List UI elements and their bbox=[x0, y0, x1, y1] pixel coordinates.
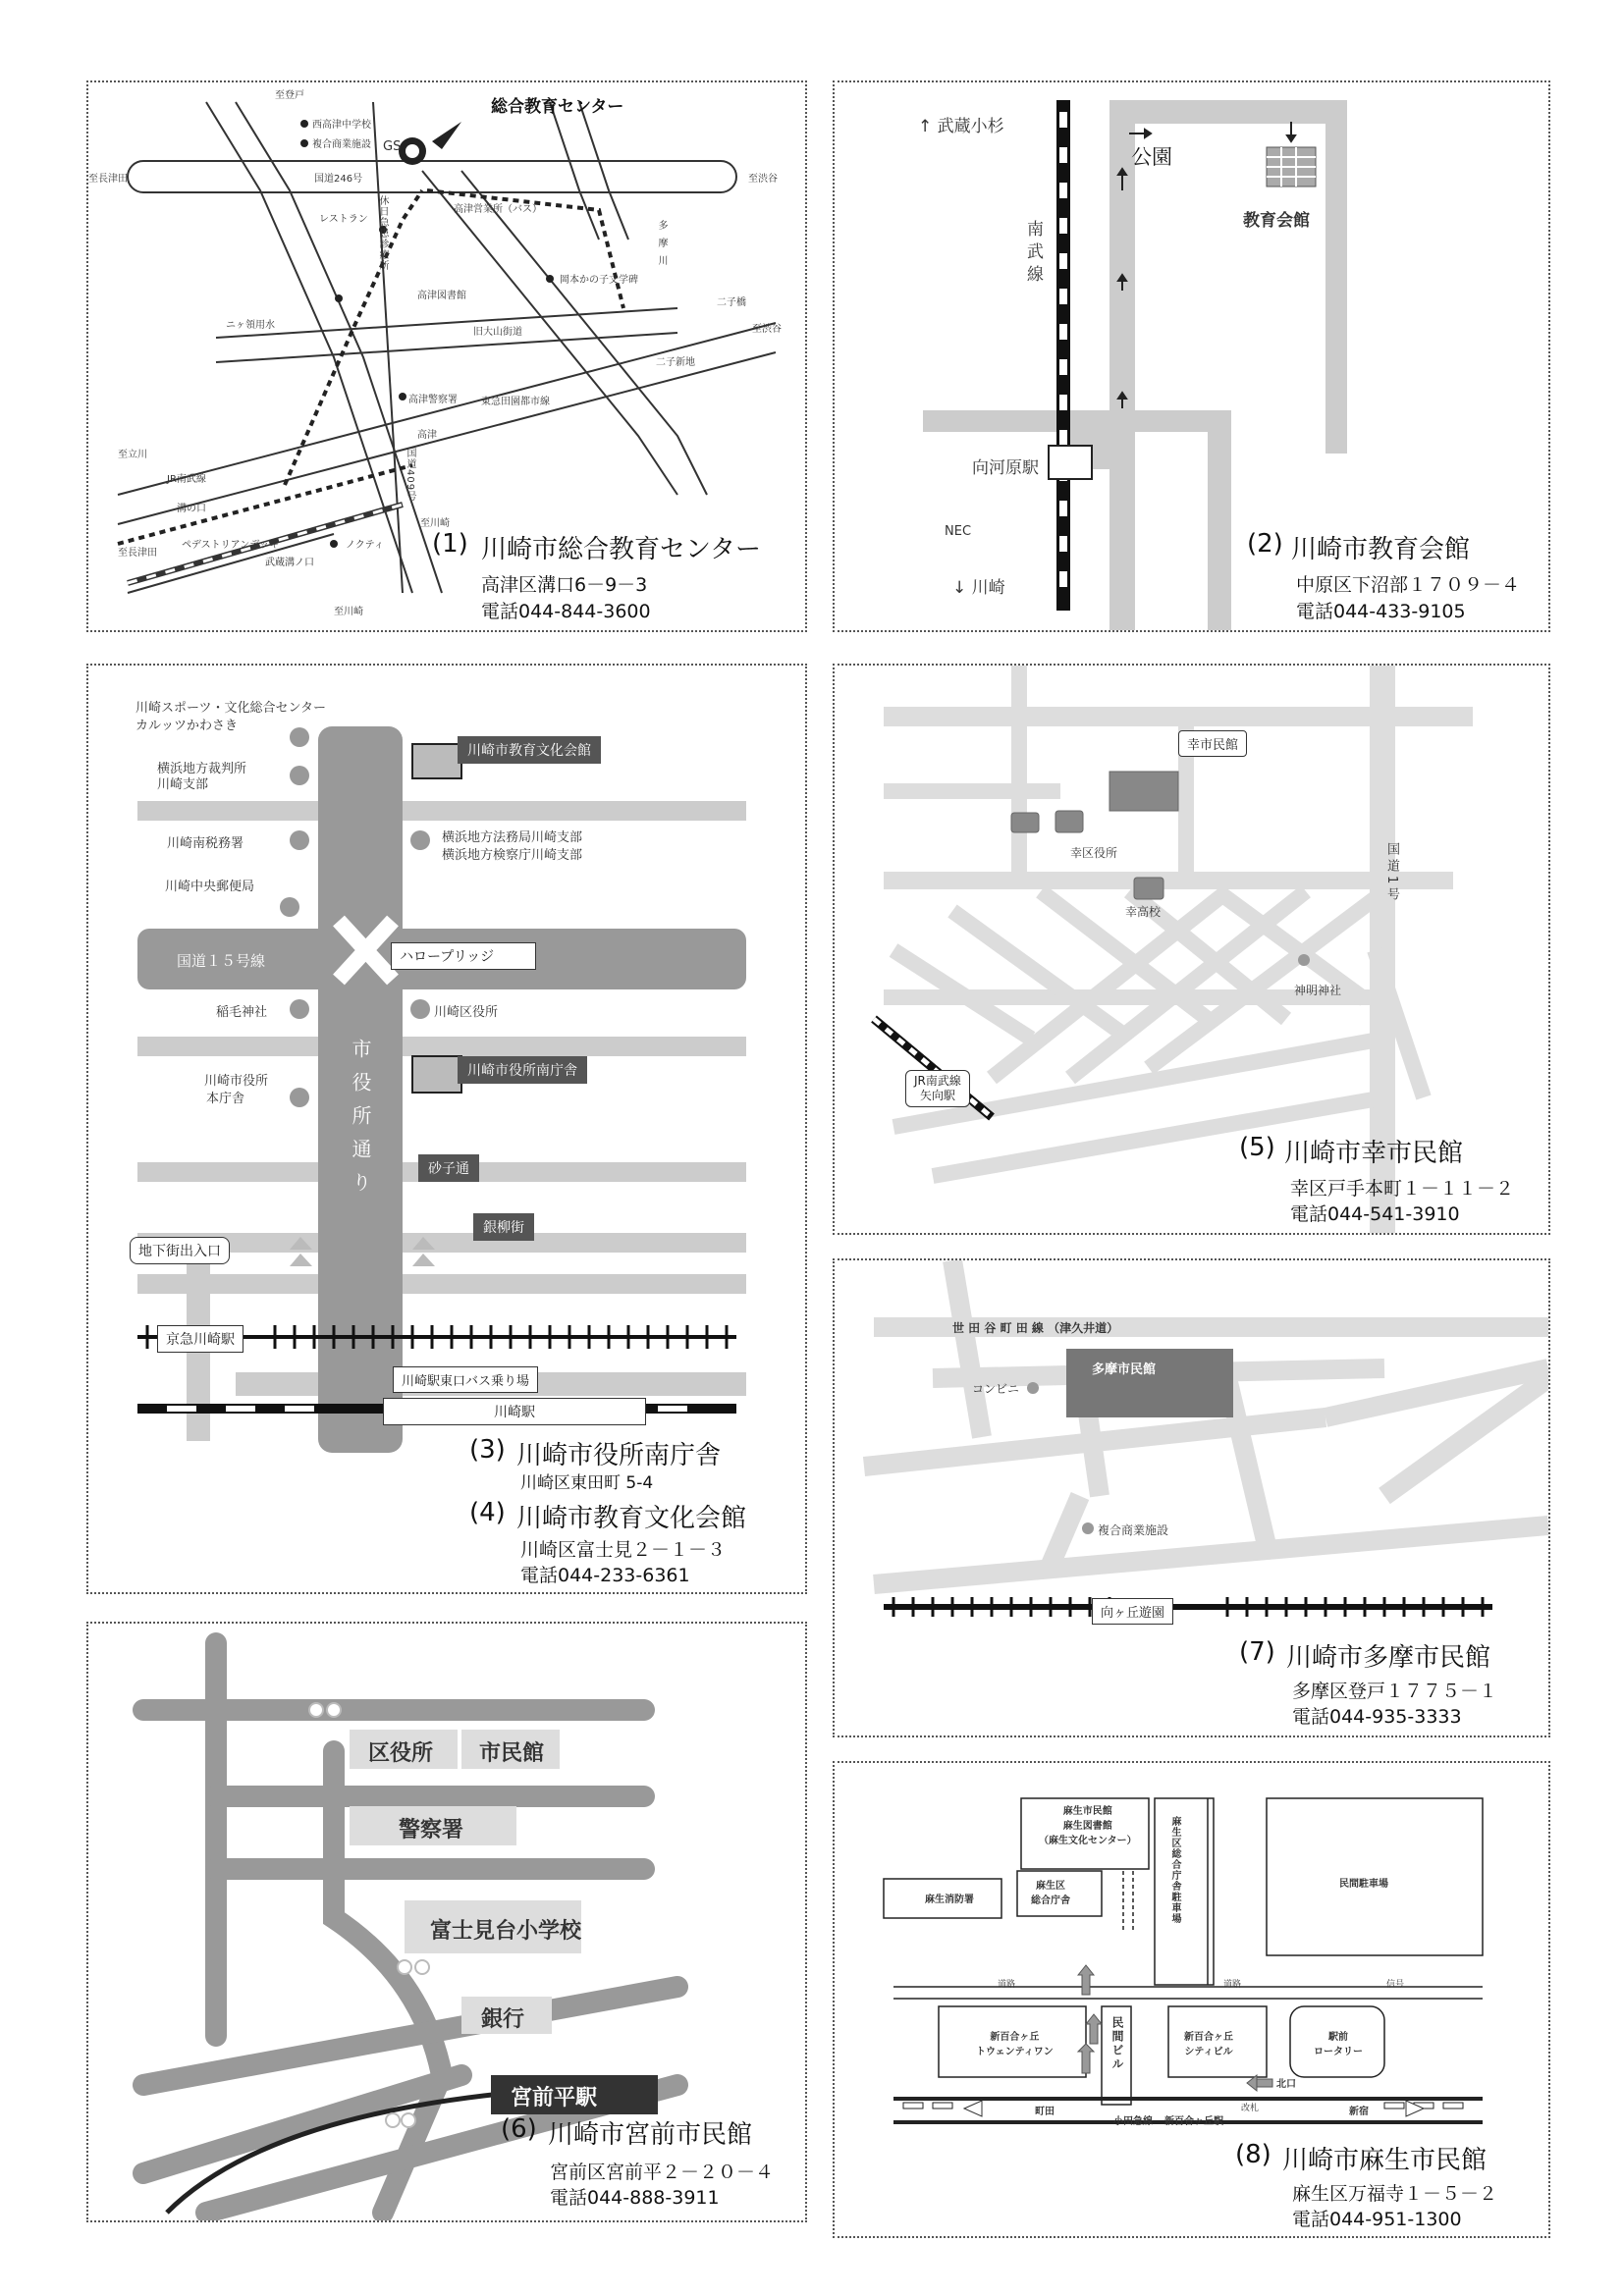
shinjuku-label: 新宿 bbox=[1349, 2107, 1369, 2117]
hall-line-2: 麻生図書館 bbox=[1062, 1821, 1112, 1832]
ginryu-box: 銀柳街 bbox=[473, 1213, 534, 1241]
musashi-label: 武蔵溝ノ口 bbox=[265, 558, 314, 568]
panel-8-number: (8) bbox=[1235, 2140, 1271, 2169]
parking-label: 麻生区総合庁舎駐車場 bbox=[1169, 1816, 1180, 1924]
library-label: 高津図書館 bbox=[417, 291, 466, 301]
gs-label: GS bbox=[383, 139, 402, 154]
panel-2-tel: 電話044-433-9105 bbox=[1296, 601, 1466, 622]
police-label: 高津警察署 bbox=[408, 395, 458, 405]
rotary-label bbox=[1314, 2028, 1363, 2057]
panel-3-address: 川崎区東田町 5-4 bbox=[520, 1473, 654, 1493]
panel-2-title: 川崎市教育会館 bbox=[1291, 535, 1471, 564]
odakyu-label: 小田急線 bbox=[1113, 2116, 1153, 2127]
hall-label: 多摩市民館 bbox=[1092, 1362, 1157, 1377]
prosec-label: 横浜地方検察庁川崎支部 bbox=[442, 848, 583, 863]
ward-label bbox=[1031, 1877, 1070, 1906]
ward-line-2: 総合庁舎 bbox=[1031, 1896, 1070, 1906]
twin-label bbox=[976, 2028, 1054, 2057]
station-name: 矢向駅 bbox=[919, 1089, 955, 1102]
road-label: 世 田 谷 町 田 線 （津久井道） bbox=[952, 1321, 1119, 1335]
ward-label: 区役所 bbox=[368, 1741, 434, 1766]
inage-label: 稲毛神社 bbox=[216, 1005, 268, 1020]
station-label: 新百合ヶ丘駅 bbox=[1164, 2116, 1223, 2127]
kitaguchi-label: 北口 bbox=[1276, 2079, 1296, 2090]
hall-label bbox=[1039, 1802, 1137, 1846]
to-kawasaki2-label: 至川崎 bbox=[334, 607, 363, 617]
panel-2-number: (2) bbox=[1247, 529, 1283, 559]
mukaigawara-label: 向河原駅 bbox=[972, 458, 1039, 478]
bank-label: 銀行 bbox=[481, 2007, 525, 2032]
nikaryo-label: ニヶ領用水 bbox=[226, 320, 275, 331]
musashikosugi-label: ↑ 武蔵小杉 bbox=[918, 117, 1004, 136]
city-line-2: シティビル bbox=[1184, 2047, 1233, 2057]
city-hall2-label: 本庁舎 bbox=[206, 1092, 245, 1106]
deck-label: ペデストリアンデッキ bbox=[182, 540, 279, 551]
map-panel-6 bbox=[86, 1622, 807, 2222]
hall-box: 幸市民館 bbox=[1178, 730, 1247, 757]
station-box bbox=[905, 1070, 970, 1107]
school-label: 富士見台小学校 bbox=[430, 1919, 582, 1944]
police-label: 警察署 bbox=[399, 1818, 464, 1842]
kawasaki-label: ↓ 川崎 bbox=[952, 578, 1005, 598]
minkan-bldg-label: 民間ビル bbox=[1110, 2016, 1124, 2071]
kaisatsu-label: 改札 bbox=[1241, 2104, 1260, 2113]
rotary-line-1: 駅前 bbox=[1328, 2032, 1348, 2043]
to-shibuya-label: 至渋谷 bbox=[748, 174, 778, 185]
mizonokuchi-label: 溝の口 bbox=[177, 504, 206, 514]
restaurant-label: レストラン bbox=[319, 214, 368, 225]
ward-label: 川崎区役所 bbox=[434, 1005, 499, 1020]
map-panel-3 bbox=[86, 664, 807, 1594]
conv-label: コンビニ bbox=[972, 1382, 1020, 1396]
minkan-label: 民間駐車場 bbox=[1339, 1879, 1388, 1890]
map-panel-7 bbox=[833, 1258, 1550, 1737]
court2-label: 川崎支部 bbox=[157, 777, 209, 792]
okamoto-label: 岡本かの子文学碑 bbox=[560, 275, 638, 286]
panel-4-title: 川崎市教育文化会館 bbox=[516, 1504, 747, 1533]
hall-label: 市民館 bbox=[479, 1741, 545, 1766]
nec-label: NEC bbox=[945, 524, 972, 539]
panel-4-number: (4) bbox=[469, 1498, 506, 1527]
mall-label: 複合商業施設 bbox=[312, 139, 371, 150]
post-label: 川崎中央郵便局 bbox=[165, 880, 255, 894]
panel-8-title: 川崎市麻生市民館 bbox=[1282, 2146, 1488, 2175]
map-panel-1 bbox=[86, 80, 807, 632]
panel-8-address: 麻生区万福寺１－５－２ bbox=[1292, 2183, 1498, 2205]
panel-2-address: 中原区下沼部１７０９－４ bbox=[1296, 574, 1521, 596]
to-tachikawa-label: 至立川 bbox=[118, 450, 147, 460]
park-label: 公園 bbox=[1131, 145, 1172, 169]
panel-4-address: 川崎区富士見２－１－３ bbox=[520, 1539, 727, 1561]
shrine-label: 神明神社 bbox=[1294, 984, 1342, 997]
signal-label: 信号 bbox=[1386, 1980, 1405, 1990]
panel-5-number: (5) bbox=[1239, 1133, 1275, 1162]
panel-7-tel: 電話044-935-3333 bbox=[1292, 1706, 1462, 1728]
takatsu-label: 高津 bbox=[417, 430, 437, 441]
panel-5-tel: 電話044-541-3910 bbox=[1290, 1203, 1460, 1225]
panel-1-title: 川崎市総合教育センター bbox=[481, 535, 761, 564]
map-panel-8 bbox=[833, 1761, 1550, 2238]
twin-line-1: 新百合ヶ丘 bbox=[990, 2032, 1040, 2043]
station-label: 宮前平駅 bbox=[511, 2086, 598, 2110]
city-label bbox=[1184, 2028, 1233, 2057]
mall-label: 複合商業施設 bbox=[1098, 1523, 1169, 1537]
hall-label: 教育会館 bbox=[1243, 211, 1310, 231]
nambu-label: 南武線 bbox=[1023, 220, 1043, 288]
to-kawasaki-label: 至川崎 bbox=[420, 518, 450, 529]
futakoshinchi-label: 二子新地 bbox=[656, 357, 695, 368]
hall-line-3: （麻生文化センター） bbox=[1039, 1836, 1137, 1846]
rotary-line-2: ロータリー bbox=[1314, 2047, 1363, 2057]
sports-label: 川崎スポーツ・文化総合センター bbox=[135, 701, 326, 716]
panel-1-address: 高津区溝口6－9－3 bbox=[481, 574, 648, 596]
panel-1-number: (1) bbox=[432, 529, 468, 559]
city-hall-label: 川崎市役所 bbox=[204, 1074, 269, 1089]
panel-6-title: 川崎市宮前市民館 bbox=[548, 2120, 753, 2150]
clinic-label: 休日急患診療所 bbox=[377, 195, 388, 271]
kyoiku-bunka-box: 川崎市教育文化会館 bbox=[458, 736, 601, 764]
station-box: 向ヶ丘遊園 bbox=[1092, 1598, 1173, 1625]
bus-box: 川崎駅東口バス乗り場 bbox=[393, 1366, 538, 1393]
machida-label: 町田 bbox=[1035, 2107, 1055, 2117]
legal-label: 横浜地方法務局川崎支部 bbox=[442, 830, 583, 845]
route15-label: 国道１５号線 bbox=[177, 952, 266, 970]
route1-label: 国道1号 bbox=[1384, 842, 1399, 905]
kaluts-label: カルッツかわさき bbox=[135, 719, 239, 733]
hello-bridge-box: ハロープリッジ bbox=[391, 942, 536, 970]
panel-4-tel: 電話044-233-6361 bbox=[520, 1565, 690, 1586]
panel-7-title: 川崎市多摩市民館 bbox=[1286, 1643, 1491, 1673]
panel-1-tel: 電話044-844-3600 bbox=[481, 601, 651, 622]
school-label: 幸高校 bbox=[1125, 905, 1162, 919]
route246-label: 国道246号 bbox=[314, 174, 363, 185]
twin-line-2: トウェンティワン bbox=[976, 2047, 1054, 2057]
crosswalk-1-label: 道路 bbox=[998, 1980, 1016, 1990]
jr-box: 川崎駅 bbox=[383, 1398, 646, 1425]
bus-office-label: 高津営業所（バス） bbox=[454, 204, 542, 215]
map-panel-5 bbox=[833, 664, 1550, 1235]
panel-7-address: 多摩区登戸１７７５－１ bbox=[1292, 1681, 1498, 1702]
sunago-box: 砂子通 bbox=[418, 1154, 479, 1182]
court-label: 横浜地方裁判所 bbox=[157, 762, 247, 776]
tama-river-label: 多摩川 bbox=[656, 220, 667, 273]
route-sign-label: 国道409号 bbox=[405, 448, 415, 503]
hall-line-1: 麻生市民館 bbox=[1062, 1806, 1112, 1817]
school-label: 西高津中学校 bbox=[312, 120, 371, 131]
panel-7-number: (7) bbox=[1239, 1637, 1275, 1667]
panel-3-number: (3) bbox=[469, 1435, 506, 1465]
noctie-label: ノクティ bbox=[346, 540, 384, 551]
tax-label: 川崎南税務署 bbox=[167, 836, 244, 851]
panel-5-address: 幸区戸手本町１－１１－２ bbox=[1290, 1178, 1515, 1200]
underground-box: 地下街出入口 bbox=[130, 1237, 230, 1264]
futakobashi-label: 二子橋 bbox=[717, 297, 746, 308]
panel-6-tel: 電話044-888-3911 bbox=[550, 2187, 720, 2209]
keikyu-box: 京急川崎駅 bbox=[157, 1325, 243, 1353]
panel-3-title: 川崎市役所南庁舎 bbox=[516, 1441, 722, 1470]
ward-label: 幸区役所 bbox=[1070, 846, 1118, 860]
denentoshi-label: 東急田園都市線 bbox=[481, 397, 550, 407]
panel-5-title: 川崎市幸市民館 bbox=[1284, 1139, 1464, 1168]
fire-label: 麻生消防署 bbox=[925, 1895, 974, 1905]
to-shibuya2-label: 至渋谷 bbox=[752, 324, 782, 335]
to-toto-label: 至登戸 bbox=[275, 90, 304, 101]
map-panel-2 bbox=[833, 80, 1550, 632]
old-oyama-label: 旧大山街道 bbox=[473, 327, 522, 338]
to-nagatsuta-label: 至長津田 bbox=[88, 174, 128, 185]
station-line: JR南武線 bbox=[914, 1074, 961, 1088]
panel-6-number: (6) bbox=[501, 2114, 537, 2144]
south-box: 川崎市役所南庁舎 bbox=[458, 1056, 587, 1084]
to-nagatsuta2-label: 至長津田 bbox=[118, 548, 157, 559]
panel-8-tel: 電話044-951-1300 bbox=[1292, 2209, 1462, 2230]
crosswalk-2-label: 道路 bbox=[1223, 1980, 1242, 1990]
center-label: 総合教育センター bbox=[491, 97, 624, 117]
ward-line-1: 麻生区 bbox=[1036, 1881, 1065, 1892]
street-label: 市役所通り bbox=[349, 1039, 372, 1205]
panel-6-address: 宮前区宮前平２－２０－４ bbox=[550, 2162, 775, 2183]
nambu-line-label: JR南武線 bbox=[167, 474, 206, 485]
city-line-1: 新百合ヶ丘 bbox=[1184, 2032, 1233, 2043]
